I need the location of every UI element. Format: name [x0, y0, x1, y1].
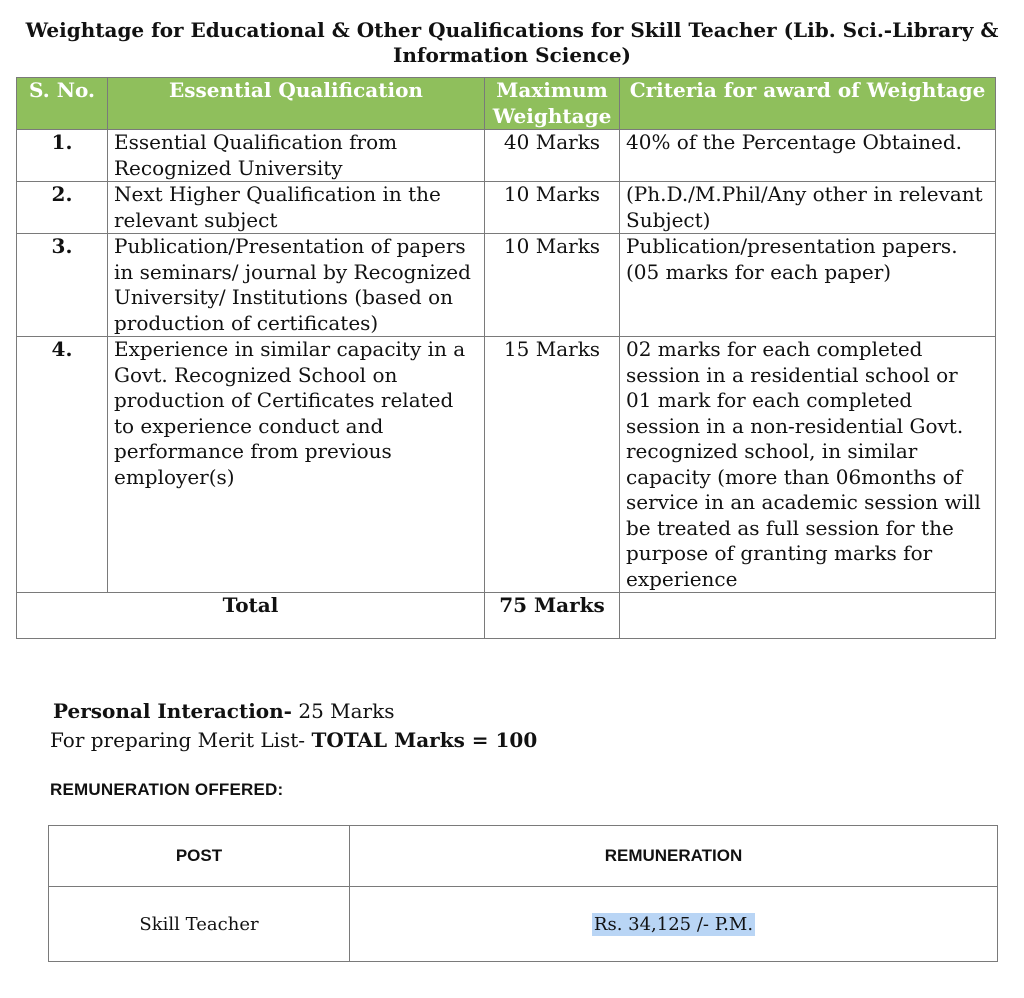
header-qualification: Essential Qualification	[108, 78, 485, 130]
table-row	[17, 337, 996, 593]
row-sno: 2.	[17, 182, 108, 234]
post-cell: Skill Teacher	[49, 887, 350, 962]
row-weightage: 15 Marks	[485, 337, 620, 593]
row-weightage: 40 Marks	[485, 130, 620, 182]
table-row	[17, 234, 996, 337]
total-empty-cell	[620, 593, 996, 639]
merit-list-value: TOTAL Marks = 100	[311, 728, 538, 752]
row-sno: 3.	[17, 234, 108, 337]
merit-list-line	[50, 727, 537, 753]
header-remuneration: REMUNERATION	[350, 826, 998, 887]
row-qualification: Essential Qualification from Recognized University	[108, 130, 485, 182]
row-sno: 4.	[17, 337, 108, 593]
table-header-row	[17, 78, 996, 130]
personal-interaction-line	[53, 698, 395, 724]
header-post: POST	[49, 826, 350, 887]
personal-interaction-label: Personal Interaction-	[53, 699, 292, 723]
total-row	[17, 593, 996, 639]
table-row	[17, 182, 996, 234]
remuneration-cell	[350, 887, 998, 962]
table-row	[49, 887, 998, 962]
weightage-table	[16, 77, 996, 639]
row-qualification: Experience in similar capacity in a Govt. Recognized School on production of Certificates related to experience conduct and performance from previous employer(s)	[108, 337, 485, 593]
merit-list-prefix: For preparing Merit List-	[50, 728, 306, 752]
remuneration-header-row	[49, 826, 998, 887]
row-criteria: (Ph.D./M.Phil/Any other in relevant Subject)	[620, 182, 996, 234]
header-criteria: Criteria for award of Weightage	[620, 78, 996, 130]
document-title: Weightage for Educational & Other Qualifications for Skill Teacher (Lib. Sci.-Library & Information Science)	[25, 18, 999, 67]
row-criteria: 40% of the Percentage Obtained.	[620, 130, 996, 182]
row-weightage: 10 Marks	[485, 182, 620, 234]
table-row	[17, 130, 996, 182]
row-criteria: 02 marks for each completed session in a residential school or 01 mark for each completed session in a non-residential Govt. recognized school, in similar capacity (more than 06months of service in an academic session will be treated as full session for the purpose of granting marks for experience	[620, 337, 996, 593]
row-qualification: Publication/Presentation of papers in seminars/ journal by Recognized University/ Institutions (based on production of certificates)	[108, 234, 485, 337]
remuneration-amount[interactable]: Rs. 34,125 /- P.M.	[593, 913, 754, 935]
remuneration-table	[48, 825, 998, 962]
row-qualification: Next Higher Qualification in the relevant subject	[108, 182, 485, 234]
total-label: Total	[17, 593, 485, 639]
row-weightage: 10 Marks	[485, 234, 620, 337]
total-value: 75 Marks	[485, 593, 620, 639]
header-sno: S. No.	[17, 78, 108, 130]
personal-interaction-value: 25 Marks	[298, 699, 395, 723]
header-weightage: Maximum Weightage	[485, 78, 620, 130]
row-criteria: Publication/presentation papers. (05 marks for each paper)	[620, 234, 996, 337]
remuneration-heading: REMUNERATION OFFERED:	[50, 780, 284, 799]
row-sno: 1.	[17, 130, 108, 182]
